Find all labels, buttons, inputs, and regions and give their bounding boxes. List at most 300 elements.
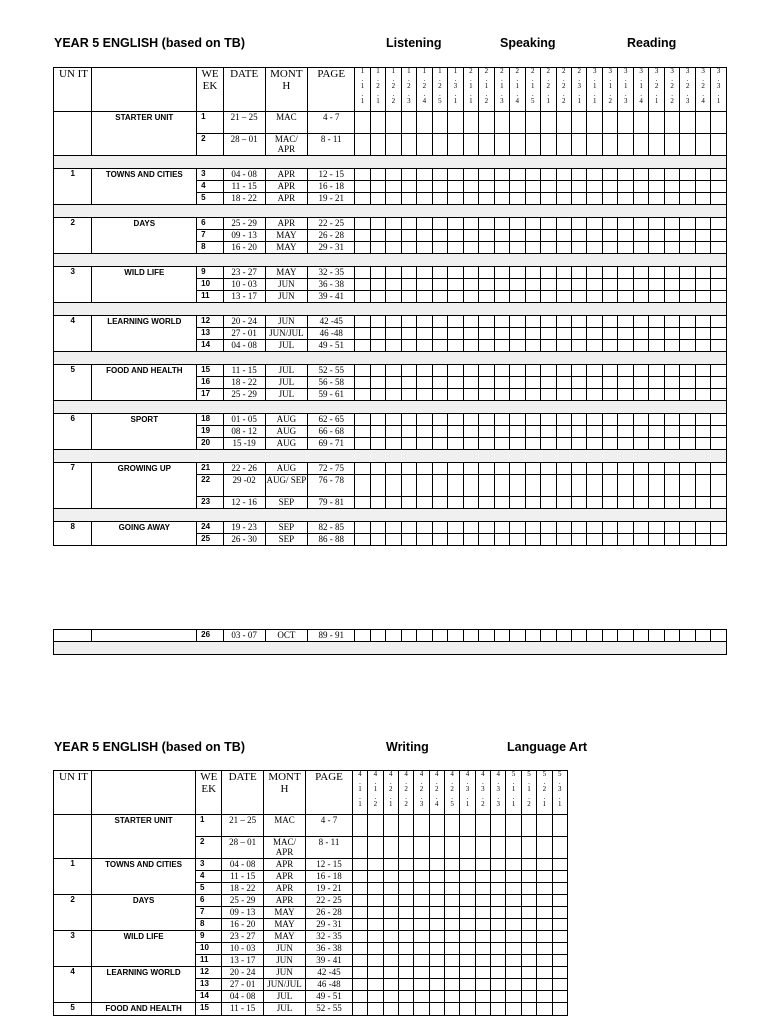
skill-code-part: 1 (542, 800, 547, 808)
skill-code-part: 1 (358, 785, 362, 793)
skill-checkbox-cell (521, 883, 536, 895)
skill-checkbox-cell (664, 475, 679, 497)
skill-checkbox-cell (444, 931, 459, 943)
skill-checkbox-cell (711, 242, 727, 254)
skill-code-dot: . (423, 74, 426, 83)
skill-code-part: 1 (376, 97, 380, 105)
week-pages: 36 - 38 (306, 943, 353, 955)
skill-checkbox-cell (572, 218, 587, 230)
week-month: SEP (265, 497, 308, 509)
skill-checkbox-cell (537, 907, 552, 919)
skill-checkbox-cell (432, 218, 447, 230)
week-date: 09 - 13 (222, 907, 263, 919)
week-month: MAC (265, 112, 308, 134)
skill-checkbox-cell (352, 895, 367, 907)
skill-code-part: 1 (592, 97, 597, 105)
skill-checkbox-cell (711, 193, 727, 205)
skill-checkbox-cell (649, 414, 664, 426)
skill-code-part: 3 (701, 67, 705, 75)
skill-checkbox-cell (494, 389, 509, 401)
skill-checkbox-cell (525, 497, 540, 509)
skill-checkbox-cell (494, 181, 509, 193)
skill-checkbox-cell (711, 169, 727, 181)
skill-checkbox-cell (664, 134, 679, 156)
skill-checkbox-cell (463, 630, 478, 642)
skill-checkbox-cell (537, 967, 552, 979)
skill-code-part: 5 (511, 770, 516, 778)
skill-checkbox-cell (432, 291, 447, 303)
skill-checkbox-cell (587, 112, 602, 134)
skill-checkbox-cell (368, 883, 383, 895)
skill-checkbox-cell (448, 438, 463, 450)
skill-checkbox-cell (537, 871, 552, 883)
skill-checkbox-cell (664, 181, 679, 193)
skill-checkbox-cell (541, 169, 556, 181)
skill-checkbox-cell (649, 377, 664, 389)
skill-checkbox-cell (664, 522, 679, 534)
week-month: JUN (263, 955, 305, 967)
skill-checkbox-cell (521, 907, 536, 919)
skill-checkbox-cell (510, 630, 525, 642)
skill-checkbox-cell (664, 426, 679, 438)
skill-code-part: 1 (484, 82, 489, 90)
skill-code-dot: . (671, 89, 674, 98)
skill-checkbox-cell (587, 365, 602, 377)
skill-code-dot: . (377, 89, 379, 98)
skill-checkbox-cell (695, 169, 710, 181)
skill-checkbox-cell (370, 414, 385, 426)
skill-code-dot: . (408, 74, 410, 83)
skill-checkbox-cell (414, 907, 429, 919)
skill-checkbox-cell (711, 377, 727, 389)
skill-checkbox-cell (587, 630, 602, 642)
skill-checkbox-cell (556, 316, 571, 328)
skill-checkbox-cell (479, 377, 494, 389)
skill-checkbox-cell (352, 1003, 367, 1016)
skill-code-dot: . (578, 89, 581, 98)
skill-checkbox-cell (414, 919, 429, 931)
skill-checkbox-cell (664, 377, 679, 389)
week-month: MAC (263, 815, 305, 837)
skill-checkbox-cell (664, 218, 679, 230)
skill-checkbox-cell (587, 340, 602, 352)
skill-code-part: 1 (527, 785, 531, 793)
week-number: 12 (197, 316, 224, 328)
skill-code-part: 2 (469, 67, 473, 75)
skill-checkbox-cell (432, 193, 447, 205)
skill-checkbox-cell (506, 919, 521, 931)
skill-code-part: 2 (450, 785, 454, 793)
week-month: SEP (265, 522, 308, 534)
skill-checkbox-cell (602, 475, 617, 497)
skill-checkbox-cell (463, 475, 478, 497)
skill-checkbox-cell (680, 475, 695, 497)
skill-checkbox-cell (521, 1003, 536, 1016)
week-number: 24 (197, 522, 224, 534)
skill-checkbox-cell (448, 181, 463, 193)
skill-checkbox-cell (521, 979, 536, 991)
skill-checkbox-cell (602, 328, 617, 340)
skill-code-part: 3 (496, 785, 500, 793)
skill-checkbox-cell (386, 522, 401, 534)
skill-checkbox-cell (383, 883, 398, 895)
skill-checkbox-cell (355, 169, 370, 181)
skill-checkbox-cell (429, 931, 444, 943)
header-skill-code (494, 68, 509, 112)
week-month: MAY (265, 242, 308, 254)
skill-checkbox-cell (572, 279, 587, 291)
skill-code-dot: . (466, 777, 469, 786)
skill-checkbox-cell (695, 522, 710, 534)
skill-code-part: 2 (404, 800, 408, 808)
skill-checkbox-cell (448, 522, 463, 534)
week-pages: 66 - 68 (308, 426, 355, 438)
unit-separator-row (54, 352, 727, 365)
unit-number (54, 815, 92, 859)
skill-checkbox-cell (368, 1003, 383, 1016)
skill-code-dot: . (655, 89, 658, 98)
skill-code-dot: . (392, 89, 395, 98)
skill-checkbox-cell (552, 871, 568, 883)
week-number: 3 (197, 169, 224, 181)
week-date: 20 - 24 (223, 316, 265, 328)
week-date: 23 - 27 (222, 931, 263, 943)
skill-checkbox-cell (370, 218, 385, 230)
skill-checkbox-cell (711, 316, 727, 328)
skill-checkbox-cell (463, 134, 478, 156)
header-skill-code (618, 68, 633, 112)
week-number: 8 (196, 919, 222, 931)
unit-number: 2 (54, 218, 92, 254)
skill-checkbox-cell (494, 534, 509, 546)
week-pages: 79 - 81 (308, 497, 355, 509)
header-skill-code (556, 68, 571, 112)
skill-checkbox-cell (355, 134, 370, 156)
skill-checkbox-cell (398, 931, 413, 943)
skill-checkbox-cell (587, 414, 602, 426)
skill-code-part: 1 (407, 67, 411, 75)
skill-checkbox-cell (417, 630, 432, 642)
skill-checkbox-cell (633, 316, 648, 328)
skill-checkbox-cell (401, 522, 416, 534)
skill-checkbox-cell (537, 979, 552, 991)
skill-checkbox-cell (414, 871, 429, 883)
skill-checkbox-cell (414, 883, 429, 895)
skill-checkbox-cell (556, 497, 571, 509)
skill-checkbox-cell (448, 389, 463, 401)
skill-checkbox-cell (587, 230, 602, 242)
skill-checkbox-cell (506, 907, 521, 919)
skill-checkbox-cell (386, 438, 401, 450)
skill-checkbox-cell (370, 242, 385, 254)
skill-code-dot: . (405, 792, 407, 801)
skill-checkbox-cell (510, 475, 525, 497)
skill-checkbox-cell (370, 426, 385, 438)
header-skill-code (479, 68, 494, 112)
unit-title: WILD LIFE (92, 931, 196, 967)
separator-cell (54, 254, 727, 267)
skill-checkbox-cell (680, 112, 695, 134)
skill-checkbox-cell (448, 534, 463, 546)
skill-checkbox-cell (432, 463, 447, 475)
skill-checkbox-cell (633, 475, 648, 497)
skill-checkbox-cell (494, 169, 509, 181)
skill-checkbox-cell (370, 377, 385, 389)
unit-number: 7 (54, 463, 92, 509)
skill-checkbox-cell (521, 871, 536, 883)
skill-checkbox-cell (506, 955, 521, 967)
week-number: 8 (197, 242, 224, 254)
skill-checkbox-cell (448, 377, 463, 389)
skill-code-part: 3 (465, 785, 470, 793)
header-skill-code (491, 771, 506, 815)
skill-checkbox-cell (352, 871, 367, 883)
skill-checkbox-cell (556, 134, 571, 156)
separator-cell (54, 303, 727, 316)
skill-checkbox-cell (444, 967, 459, 979)
skill-checkbox-cell (494, 340, 509, 352)
week-date: 23 - 27 (223, 267, 265, 279)
skill-checkbox-cell (541, 630, 556, 642)
skill-checkbox-cell (448, 193, 463, 205)
skill-checkbox-cell (572, 438, 587, 450)
skill-checkbox-cell (401, 340, 416, 352)
skill-code-part: 2 (419, 785, 424, 793)
skill-checkbox-cell (429, 837, 444, 859)
week-number: 20 (197, 438, 224, 450)
skill-checkbox-cell (463, 328, 478, 340)
skill-checkbox-cell (398, 837, 413, 859)
separator-cell (54, 450, 727, 463)
skill-checkbox-cell (444, 943, 459, 955)
skill-checkbox-cell (525, 230, 540, 242)
skill-checkbox-cell (552, 943, 568, 955)
skill-checkbox-cell (521, 859, 536, 871)
skill-checkbox-cell (695, 426, 710, 438)
header-month: MONT H (263, 771, 305, 815)
skill-checkbox-cell (463, 377, 478, 389)
week-date: 11 - 15 (223, 181, 265, 193)
skill-checkbox-cell (525, 169, 540, 181)
skill-checkbox-cell (417, 193, 432, 205)
unit-number: 5 (54, 365, 92, 401)
skill-checkbox-cell (602, 193, 617, 205)
skill-checkbox-cell (541, 414, 556, 426)
skill-checkbox-cell (556, 218, 571, 230)
skill-checkbox-cell (525, 193, 540, 205)
week-date: 21 – 25 (222, 815, 263, 837)
skill-checkbox-cell (618, 134, 633, 156)
unit-separator-row (54, 254, 727, 267)
skill-checkbox-cell (587, 279, 602, 291)
skill-checkbox-cell (479, 242, 494, 254)
skill-checkbox-cell (475, 907, 490, 919)
skill-checkbox-cell (448, 279, 463, 291)
skill-checkbox-cell (537, 931, 552, 943)
skill-checkbox-cell (448, 630, 463, 642)
unit-title: DAYS (92, 218, 197, 254)
skill-checkbox-cell (355, 230, 370, 242)
skill-code-dot: . (531, 89, 534, 98)
skill-checkbox-cell (368, 859, 383, 871)
week-month: MAC/ APR (263, 837, 305, 859)
week-number: 1 (196, 815, 222, 837)
week-number: 7 (196, 907, 222, 919)
skill-checkbox-cell (386, 169, 401, 181)
skill-code-part: 1 (391, 67, 396, 75)
skill-checkbox-cell (355, 426, 370, 438)
header-skill-code (401, 68, 416, 112)
skill-checkbox-cell (556, 340, 571, 352)
skill-checkbox-cell (432, 267, 447, 279)
skill-checkbox-cell (494, 134, 509, 156)
skill-checkbox-cell (479, 497, 494, 509)
header-skill-code (352, 771, 367, 815)
skill-checkbox-cell (711, 267, 727, 279)
week-date: 25 - 29 (223, 218, 265, 230)
skill-checkbox-cell (602, 316, 617, 328)
skill-checkbox-cell (463, 279, 478, 291)
skill-code-part: 3 (407, 97, 411, 105)
week-number: 10 (197, 279, 224, 291)
header-skill-code (383, 771, 398, 815)
skill-checkbox-cell (479, 112, 494, 134)
skill-checkbox-cell (475, 1003, 490, 1016)
week-month: JUL (265, 365, 308, 377)
skill-checkbox-cell (552, 859, 568, 871)
skill-code-part: 1 (515, 82, 520, 90)
skill-checkbox-cell (417, 522, 432, 534)
skill-checkbox-cell (695, 328, 710, 340)
skill-checkbox-cell (649, 340, 664, 352)
skill-checkbox-cell (711, 522, 727, 534)
skill-checkbox-cell (525, 438, 540, 450)
skill-checkbox-cell (525, 112, 540, 134)
week-month: MAY (263, 919, 305, 931)
skill-checkbox-cell (525, 365, 540, 377)
skill-checkbox-cell (491, 815, 506, 837)
skill-code-dot: . (624, 89, 627, 98)
skill-checkbox-cell (525, 534, 540, 546)
week-pages: 52 - 55 (308, 365, 355, 377)
skill-checkbox-cell (664, 328, 679, 340)
skill-checkbox-cell (680, 193, 695, 205)
separator-cell (54, 156, 727, 169)
skill-checkbox-cell (370, 534, 385, 546)
week-pages: 16 - 18 (306, 871, 353, 883)
skill-code-part: 3 (577, 82, 581, 90)
week-pages: 89 - 91 (308, 630, 355, 642)
skill-code-dot: . (439, 74, 441, 83)
page1-title: YEAR 5 ENGLISH (based on TB) (54, 36, 245, 50)
skill-code-part: 4 (435, 770, 439, 778)
section-label-language-art: Language Art (507, 740, 588, 754)
skill-checkbox-cell (448, 426, 463, 438)
skill-checkbox-cell (680, 328, 695, 340)
skill-checkbox-cell (633, 340, 648, 352)
skill-checkbox-cell (401, 414, 416, 426)
skill-checkbox-cell (398, 991, 413, 1003)
skill-checkbox-cell (383, 955, 398, 967)
skill-checkbox-cell (695, 267, 710, 279)
skill-code-part: 3 (639, 67, 643, 75)
skill-checkbox-cell (370, 438, 385, 450)
skill-checkbox-cell (572, 316, 587, 328)
skill-checkbox-cell (649, 316, 664, 328)
skill-code-part: 2 (701, 82, 705, 90)
skill-checkbox-cell (448, 242, 463, 254)
skill-checkbox-cell (355, 279, 370, 291)
skill-checkbox-cell (401, 534, 416, 546)
skill-checkbox-cell (633, 134, 648, 156)
skill-checkbox-cell (368, 955, 383, 967)
skill-checkbox-cell (525, 377, 540, 389)
skill-checkbox-cell (355, 522, 370, 534)
skill-checkbox-cell (572, 389, 587, 401)
skill-checkbox-cell (664, 279, 679, 291)
week-month: MAY (265, 267, 308, 279)
skill-checkbox-cell (352, 955, 367, 967)
skill-checkbox-cell (541, 181, 556, 193)
skill-checkbox-cell (633, 169, 648, 181)
week-pages: 26 - 28 (308, 230, 355, 242)
skill-checkbox-cell (463, 169, 478, 181)
skill-checkbox-cell (649, 279, 664, 291)
skill-checkbox-cell (460, 967, 475, 979)
skill-checkbox-cell (448, 169, 463, 181)
skill-checkbox-cell (429, 1003, 444, 1016)
skill-checkbox-cell (479, 316, 494, 328)
skill-code-part: 1 (716, 97, 721, 105)
skill-checkbox-cell (398, 907, 413, 919)
skill-checkbox-cell (494, 522, 509, 534)
skill-code-part: 5 (450, 800, 454, 808)
skill-checkbox-cell (414, 1003, 429, 1016)
skill-code-part: 2 (546, 67, 551, 75)
skill-checkbox-cell (572, 426, 587, 438)
skill-checkbox-cell (479, 218, 494, 230)
skill-code-part: 4 (435, 800, 439, 808)
week-number: 18 (197, 414, 224, 426)
separator-cell (54, 352, 727, 365)
skill-checkbox-cell (525, 242, 540, 254)
skill-checkbox-cell (618, 242, 633, 254)
skill-checkbox-cell (572, 291, 587, 303)
skill-checkbox-cell (386, 267, 401, 279)
skill-checkbox-cell (432, 522, 447, 534)
skill-checkbox-cell (541, 377, 556, 389)
skill-checkbox-cell (494, 242, 509, 254)
skill-checkbox-cell (401, 267, 416, 279)
skill-checkbox-cell (633, 630, 648, 642)
skill-code-dot: . (624, 74, 627, 83)
skill-code-part: 1 (469, 97, 473, 105)
skill-checkbox-cell (510, 522, 525, 534)
skill-checkbox-cell (633, 365, 648, 377)
week-number: 21 (197, 463, 224, 475)
week-pages: 32 - 35 (308, 267, 355, 279)
week-number: 15 (196, 1003, 222, 1016)
skill-checkbox-cell (494, 291, 509, 303)
skill-checkbox-cell (649, 389, 664, 401)
skill-code-part: 5 (558, 770, 562, 778)
skill-checkbox-cell (541, 522, 556, 534)
skill-checkbox-cell (429, 919, 444, 931)
skill-checkbox-cell (618, 328, 633, 340)
skill-checkbox-cell (711, 463, 727, 475)
skill-checkbox-cell (506, 991, 521, 1003)
skill-checkbox-cell (370, 463, 385, 475)
